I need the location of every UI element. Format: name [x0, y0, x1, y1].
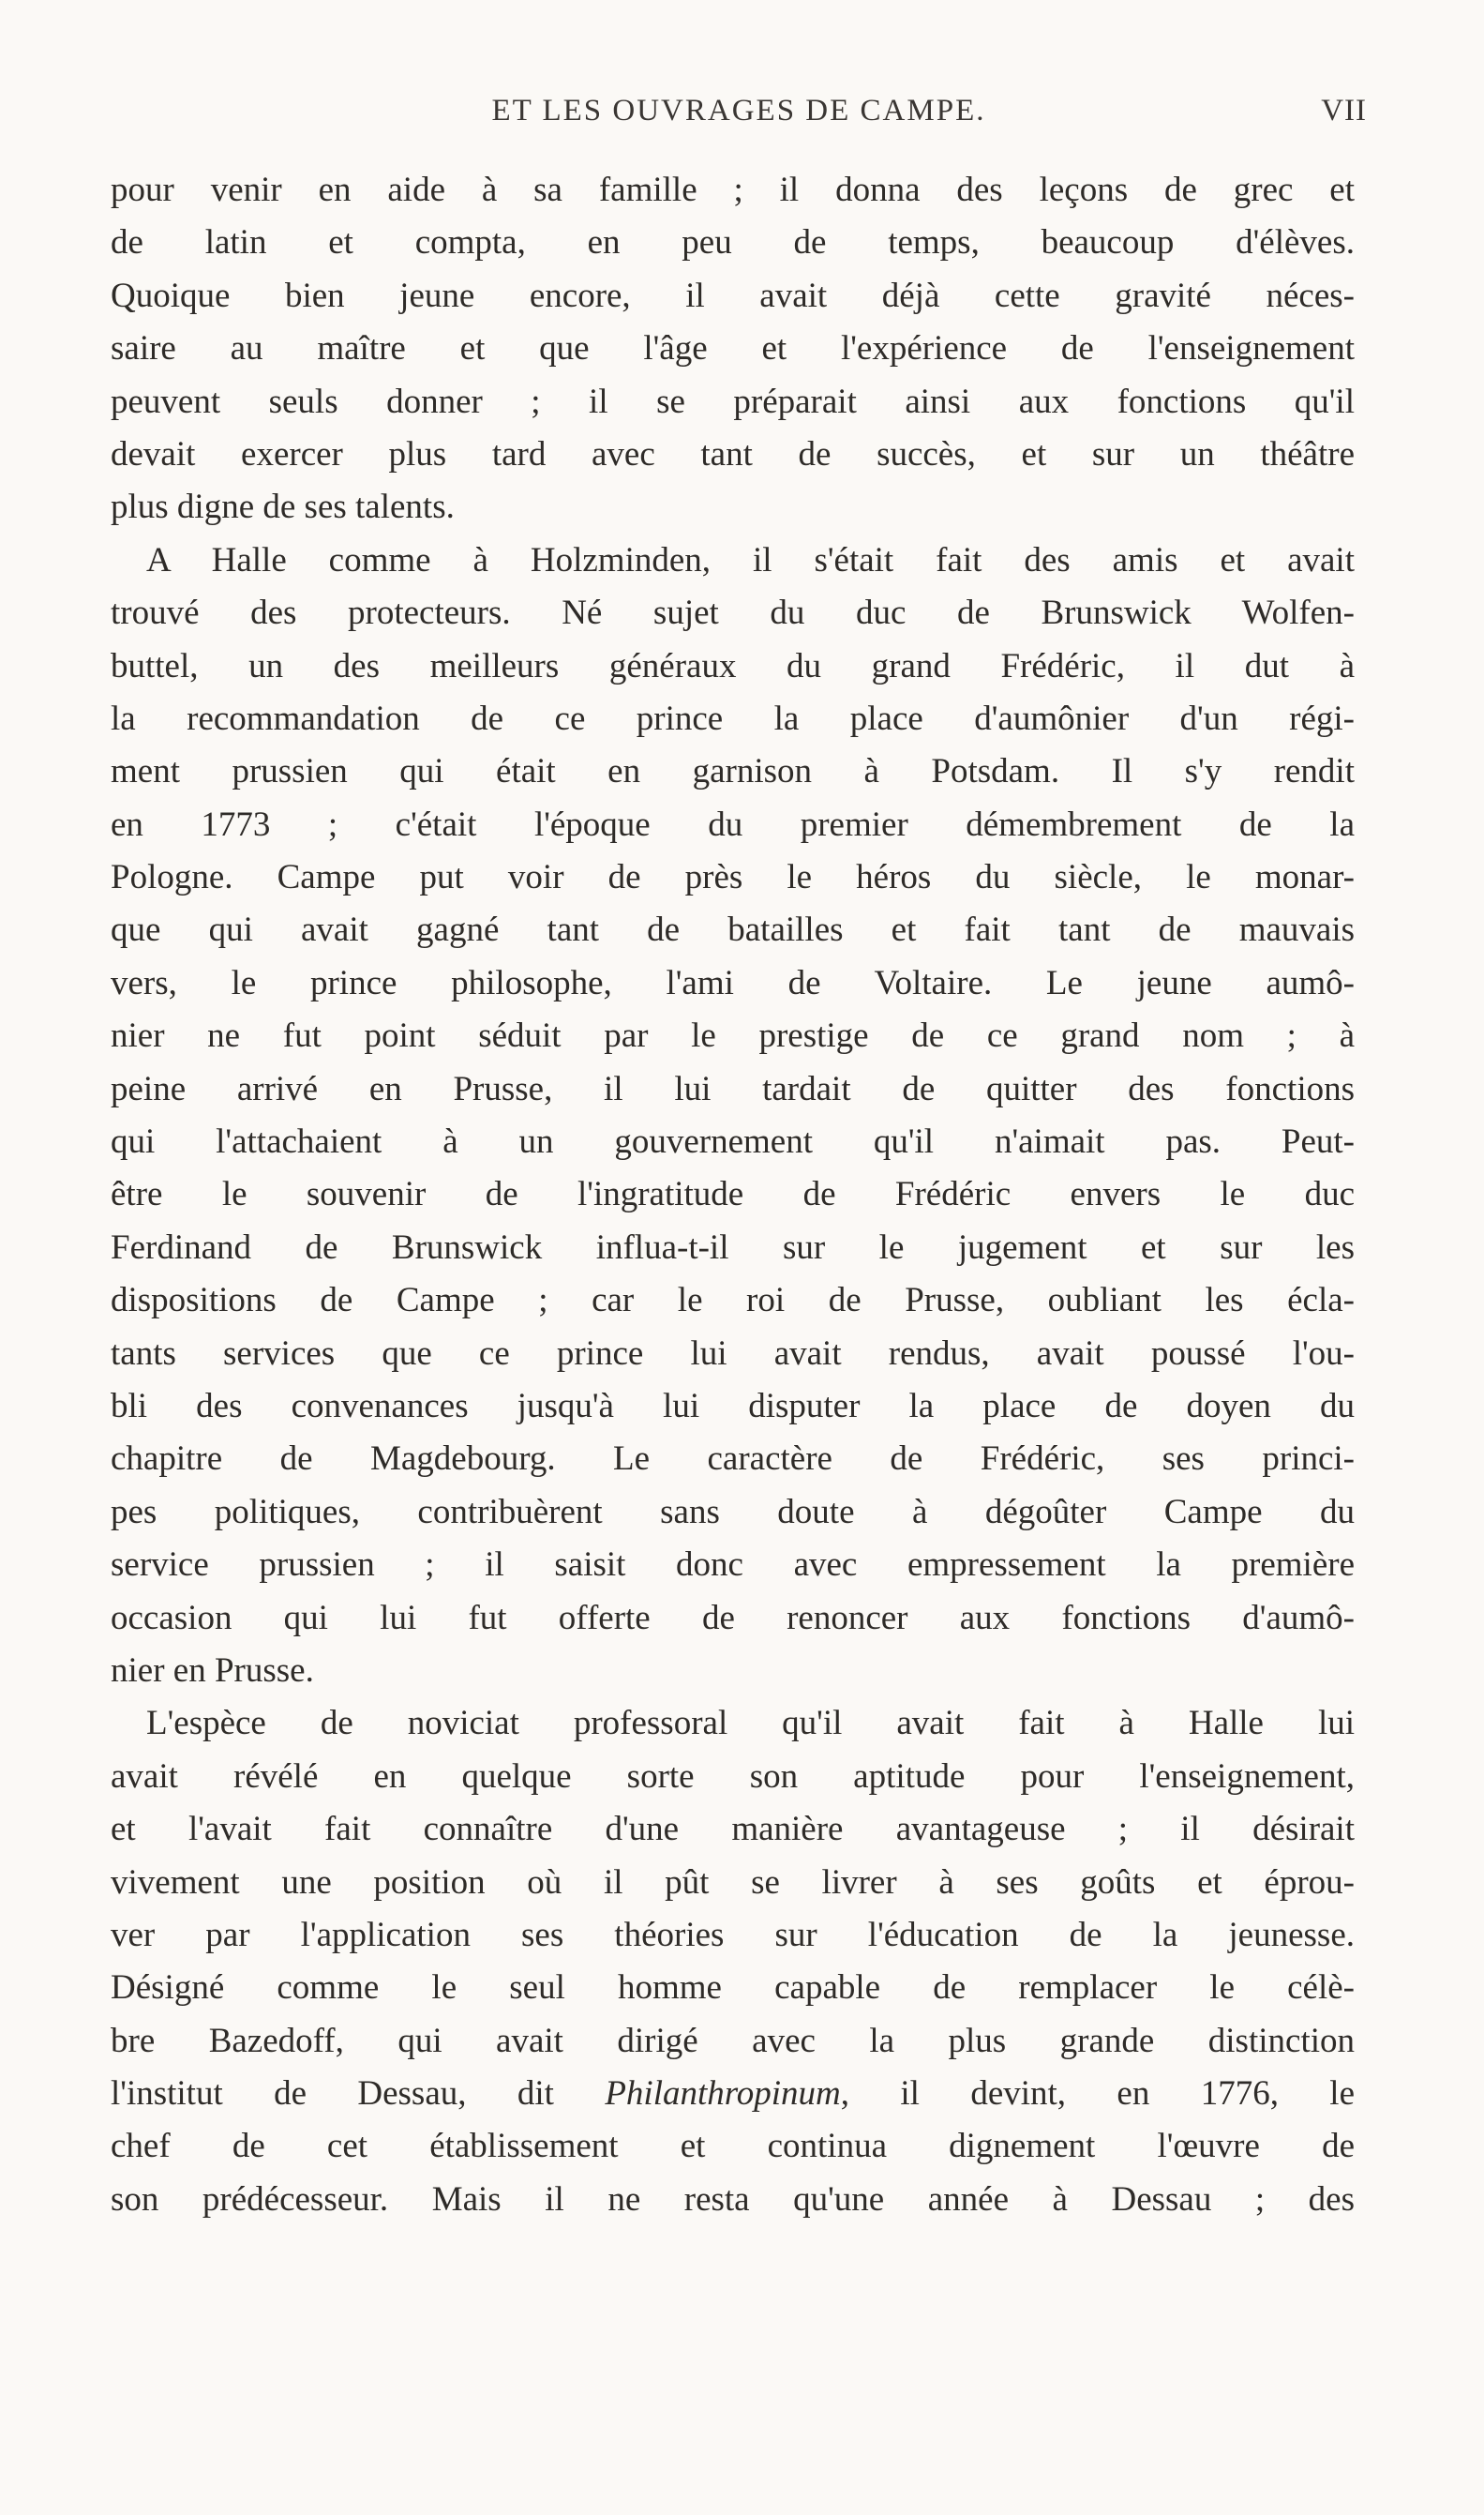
- text-line: être le souvenir de l'ingratitude de Frédéric envers le duc: [111, 1175, 1355, 1214]
- text-line: pour venir en aide à sa famille ; il donna des leçons de grec et: [111, 171, 1355, 209]
- text-line: peine arrivé en Prusse, il lui tardait de quitter des fonctions: [111, 1069, 1355, 1108]
- text-line: trouvé des protecteurs. Né sujet du duc de Brunswick Wolfen-: [111, 594, 1355, 633]
- text-line: de latin et compta, en peu de temps, beaucoup d'élèves.: [111, 223, 1355, 263]
- text-line: bre Bazedoff, qui avait dirigé avec la plus grande distinction: [111, 2021, 1355, 2060]
- text-line: vivement une position où il pût se livrer à ses goûts et éprou-: [111, 1862, 1355, 1902]
- text-line: Quoique bien jeune encore, il avait déjà cette gravité néces-: [111, 276, 1355, 315]
- text-line: qui l'attachaient à un gouvernement qu'il n'aimait pas. Peut-: [111, 1122, 1355, 1162]
- text-line: avait révélé en quelque sorte son aptitude pour l'enseignement,: [111, 1756, 1355, 1796]
- text-line: saire au maître et que l'âge et l'expérience de l'enseignement: [111, 329, 1355, 369]
- text-line-with-italic: [111, 2068, 1355, 2120]
- text-line: plus digne de ses talents.: [111, 488, 455, 527]
- text-line: que qui avait gagné tant de batailles et fait tant de mauvais: [111, 911, 1355, 950]
- running-head: [111, 94, 1367, 141]
- text-line: peuvent seuls donner ; il se préparait ainsi aux fonctions qu'il: [111, 382, 1355, 421]
- line-lead: l'institut de Dessau, dit: [111, 2074, 554, 2114]
- text-line: nier en Prusse.: [111, 1650, 314, 1690]
- text-line: en 1773 ; c'était l'époque du premier démembrement de la: [111, 805, 1355, 844]
- line-tail: , il devint, en 1776, le: [840, 2074, 1355, 2114]
- paragraph-start-line: A Halle comme à Holzminden, il s'était fait des amis et avait: [146, 540, 1355, 580]
- text-line: chapitre de Magdebourg. Le caractère de Frédéric, ses princi-: [111, 1439, 1355, 1479]
- text-line: pes politiques, contribuèrent sans doute à dégoûter Campe du: [111, 1492, 1355, 1531]
- italic-term: Philanthropinum: [605, 2074, 841, 2114]
- page-number: VII: [1321, 94, 1367, 128]
- text-line: son prédécesseur. Mais il ne resta qu'une année à Dessau ; des: [111, 2179, 1355, 2219]
- text-line: vers, le prince philosophe, l'ami de Voltaire. Le jeune aumô-: [111, 963, 1355, 1002]
- text-line: et l'avait fait connaître d'une manière avantageuse ; il désirait: [111, 1810, 1355, 1849]
- text-line: dispositions de Campe ; car le roi de Prusse, oubliant les écla-: [111, 1281, 1355, 1320]
- running-title: ET LES OUVRAGES DE CAMPE.: [491, 94, 986, 128]
- text-line: ment prussien qui était en garnison à Potsdam. Il s'y rendit: [111, 752, 1355, 791]
- text-line: ver par l'application ses théories sur l'éducation de la jeunesse.: [111, 1915, 1355, 1954]
- text-line: Désigné comme le seul homme capable de remplacer le célè-: [111, 1968, 1355, 2008]
- paragraph-start-line: L'espèce de noviciat professoral qu'il avait fait à Halle lui: [146, 1704, 1355, 1743]
- text-line: Pologne. Campe put voir de près le héros du siècle, le monar-: [111, 858, 1355, 897]
- text-line: buttel, un des meilleurs généraux du grand Frédéric, il dut à: [111, 646, 1355, 685]
- text-line: la recommandation de ce prince la place d'aumônier d'un régi-: [111, 699, 1355, 738]
- text-line: devait exercer plus tard avec tant de succès, et sur un théâtre: [111, 434, 1355, 474]
- text-line: chef de cet établissement et continua dignement l'œuvre de: [111, 2127, 1355, 2166]
- text-line: tants services que ce prince lui avait rendus, avait poussé l'ou-: [111, 1333, 1355, 1373]
- text-line: nier ne fut point séduit par le prestige de ce grand nom ; à: [111, 1017, 1355, 1056]
- text-line: occasion qui lui fut offerte de renoncer aux fonctions d'aumô-: [111, 1598, 1355, 1637]
- text-line: service prussien ; il saisit donc avec empressement la première: [111, 1545, 1355, 1585]
- text-line: bli des convenances jusqu'à lui disputer la place de doyen du: [111, 1386, 1355, 1425]
- text-line: Ferdinand de Brunswick influa-t-il sur le jugement et sur les: [111, 1227, 1355, 1267]
- body-text: [111, 164, 1355, 2226]
